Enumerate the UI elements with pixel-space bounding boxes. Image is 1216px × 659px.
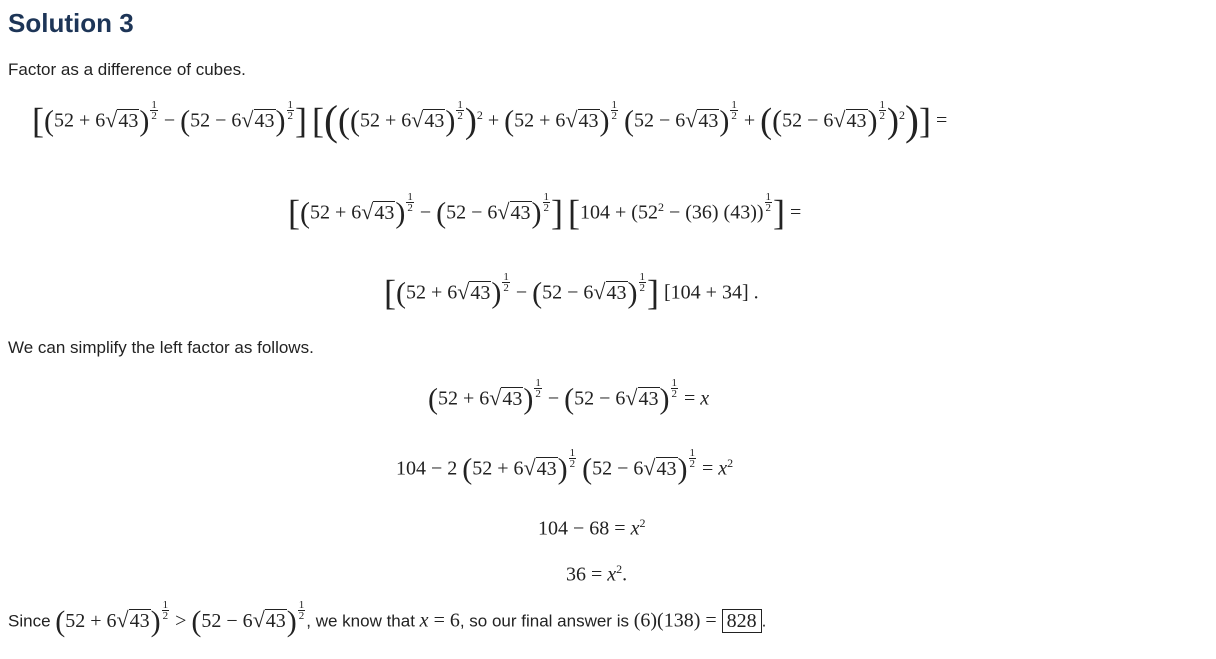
equation-line-1: [(52 + 6√43) $\frac{1}{2}$ − (52 − 6√43) $\frac{1}{2}$ ] [(((52 + 6√43) $\frac{1}{2}$ )$^2$ + (52 + 6√43) $\frac{1}{2}$ (52 − 6√43) $\frac{1}{2}$ + ((52 − 6√43) $\frac{1}{2}$ )$^2$)] = <box>32 98 948 145</box>
final-line <box>8 600 766 637</box>
x-value: x = 6 <box>419 609 460 632</box>
step-2: 104 − 2 (52 + 6√43) $\frac{1}{2}$ (52 − 6√43) $\frac{1}{2}$ = $x^2$ <box>396 447 734 486</box>
step-3: $104 - 68 = x^2$ <box>538 516 646 540</box>
know-text: , we know that <box>306 611 415 631</box>
step-4: $36 = x^2$. <box>566 562 628 586</box>
final-product: (6)(138) = 828 <box>634 609 762 633</box>
step-1: (52 + 6√43) $\frac{1}{2}$ − (52 − 6√43) $\frac{1}{2}$ = x <box>428 377 710 416</box>
middle-text: We can simplify the left factor as follows. <box>8 338 314 357</box>
page-title: Solution 3 <box>8 8 134 38</box>
inequality: (52 + 6√43) $\frac{1}{2}$ > (52 − 6√43) $\frac{1}{2}$ <box>55 599 305 638</box>
since-text: Since <box>8 611 51 631</box>
answer-box: 828 <box>722 609 762 633</box>
equation-line-2: [(52 + 6√43) $\frac{1}{2}$ − (52 − 6√43) $\frac{1}{2}$ ] [$104 + (52^2 - (36)$ (43)) $\frac{1}{2}$ ] = <box>288 191 802 233</box>
equation-line-3: [(52 + 6√43) $\frac{1}{2}$ − (52 − 6√43) $\frac{1}{2}$ ] [104 + 34] . <box>384 271 759 313</box>
final-text: , so our final answer is <box>459 611 629 631</box>
final-period: . <box>761 611 767 631</box>
intro-text: Factor as a difference of cubes. <box>8 60 246 79</box>
